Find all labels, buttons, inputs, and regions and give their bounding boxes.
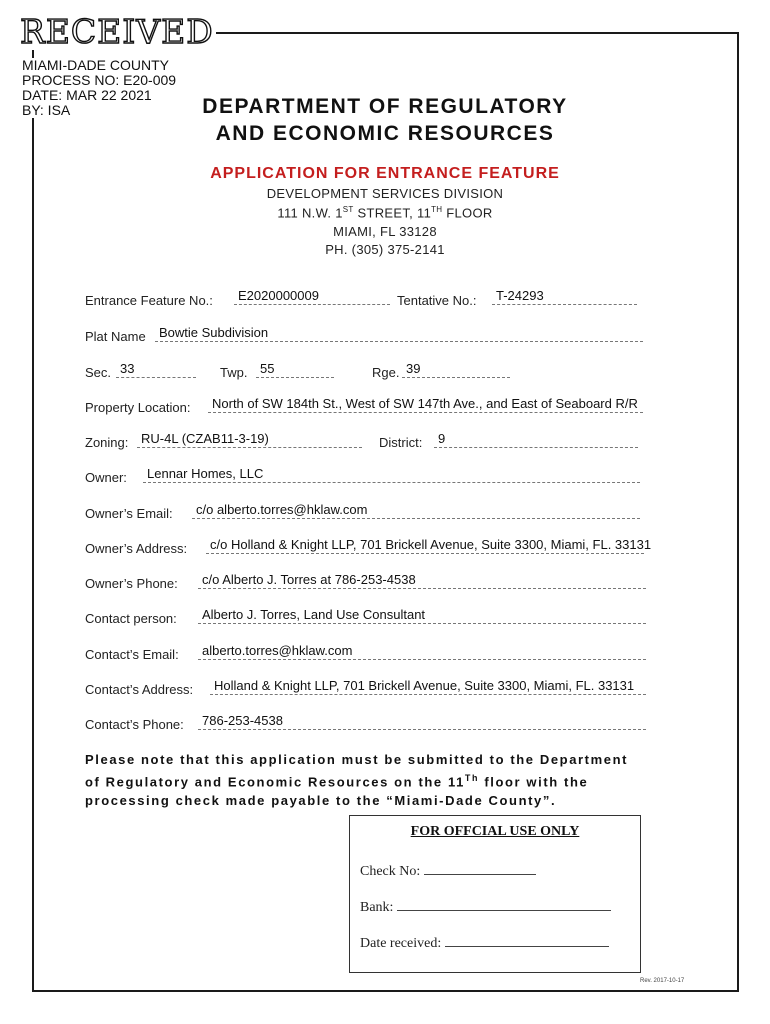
bank-label: Bank: <box>360 900 394 915</box>
division-name: DEVELOPMENT SERVICES DIVISION <box>266 186 504 201</box>
stamp-county: MIAMI-DADE COUNTY <box>22 58 176 73</box>
owner-field[interactable]: Lennar Homes, LLC <box>143 466 640 483</box>
contact-person-label: Contact person: <box>85 611 177 626</box>
plat-name-field[interactable]: Bowtie Subdivision <box>155 325 643 342</box>
rge-label: Rge. <box>372 365 400 380</box>
twp-field[interactable]: 55 <box>256 361 334 378</box>
sec-field[interactable]: 33 <box>116 361 196 378</box>
entrance-feature-label: Entrance Feature No.: <box>85 293 213 308</box>
property-location-field[interactable]: North of SW 184th St., West of SW 147th Ave., and East of Seaboard R/R <box>208 396 643 413</box>
stamp-date: DATE: MAR 22 2021 <box>22 88 176 103</box>
revision-date: Rev. 2017-10-17 <box>640 978 685 984</box>
owner-phone-label: Owner’s Phone: <box>85 576 178 591</box>
plat-name-label: Plat Name <box>85 329 146 344</box>
tentative-no-field[interactable]: T-24293 <box>492 288 637 305</box>
owner-phone-field[interactable]: c/o Alberto J. Torres at 786-253-4538 <box>198 572 646 589</box>
submission-note: Please note that this application must be submitted to the Department of Regulatory and Economic Resources on the 11Th floor with the processing check made payable to the “Miami-Dade County”. <box>85 752 629 809</box>
check-no-row <box>360 862 536 880</box>
entrance-feature-field[interactable]: E2020000009 <box>234 288 390 305</box>
owner-email-field[interactable]: c/o alberto.torres@hklaw.com <box>192 502 640 519</box>
received-stamp-title: RECEIVED <box>20 12 214 51</box>
department-title-line1: DEPARTMENT OF REGULATORY <box>202 95 568 118</box>
tentative-no-label: Tentative No.: <box>397 293 477 308</box>
contact-phone-label: Contact’s Phone: <box>85 717 184 732</box>
official-use-box <box>349 815 641 973</box>
contact-address-field[interactable]: Holland & Knight LLP, 701 Brickell Avenue, Suite 3300, Miami, FL. 33131 <box>210 678 646 695</box>
contact-email-label: Contact’s Email: <box>85 647 179 662</box>
department-title-line2: AND ECONOMIC RESOURCES <box>215 122 555 145</box>
bank-field[interactable] <box>397 898 611 911</box>
bank-row <box>360 898 611 916</box>
department-phone: PH. (305) 375-2141 <box>325 242 445 257</box>
stamp-by: BY: ISA <box>22 103 176 118</box>
stamp-process-no: PROCESS NO: E20-009 <box>22 72 177 88</box>
date-received-row <box>360 934 609 952</box>
date-received-field[interactable] <box>445 934 609 947</box>
contact-email-field[interactable]: alberto.torres@hklaw.com <box>198 643 646 660</box>
date-received-label: Date received: <box>360 936 442 951</box>
district-field[interactable]: 9 <box>434 431 638 448</box>
twp-label: Twp. <box>220 365 248 380</box>
contact-address-label: Contact’s Address: <box>85 682 194 697</box>
street-address: 111 N.W. 1ST STREET, 11TH FLOOR <box>277 205 493 221</box>
district-label: District: <box>379 435 423 450</box>
zoning-field[interactable]: RU-4L (CZAB11-3-19) <box>137 431 362 448</box>
zoning-label: Zoning: <box>85 435 129 450</box>
check-no-label: Check No: <box>360 864 421 879</box>
contact-phone-field[interactable]: 786-253-4538 <box>198 713 646 730</box>
owner-address-field[interactable]: c/o Holland & Knight LLP, 701 Brickell Avenue, Suite 3300, Miami, FL. 33131 <box>206 537 644 554</box>
owner-address-label: Owner’s Address: <box>85 541 188 556</box>
rge-field[interactable]: 39 <box>402 361 510 378</box>
property-location-label: Property Location: <box>85 400 191 415</box>
contact-person-field[interactable]: Alberto J. Torres, Land Use Consultant <box>198 607 646 624</box>
official-use-title: FOR OFFCIAL USE ONLY <box>410 824 580 839</box>
owner-label: Owner: <box>85 470 127 485</box>
application-title: APPLICATION FOR ENTRANCE FEATURE <box>210 165 560 182</box>
sec-label: Sec. <box>85 365 112 380</box>
check-no-field[interactable] <box>424 862 536 875</box>
owner-email-label: Owner’s Email: <box>85 506 173 521</box>
city-state-zip: MIAMI, FL 33128 <box>333 224 437 239</box>
